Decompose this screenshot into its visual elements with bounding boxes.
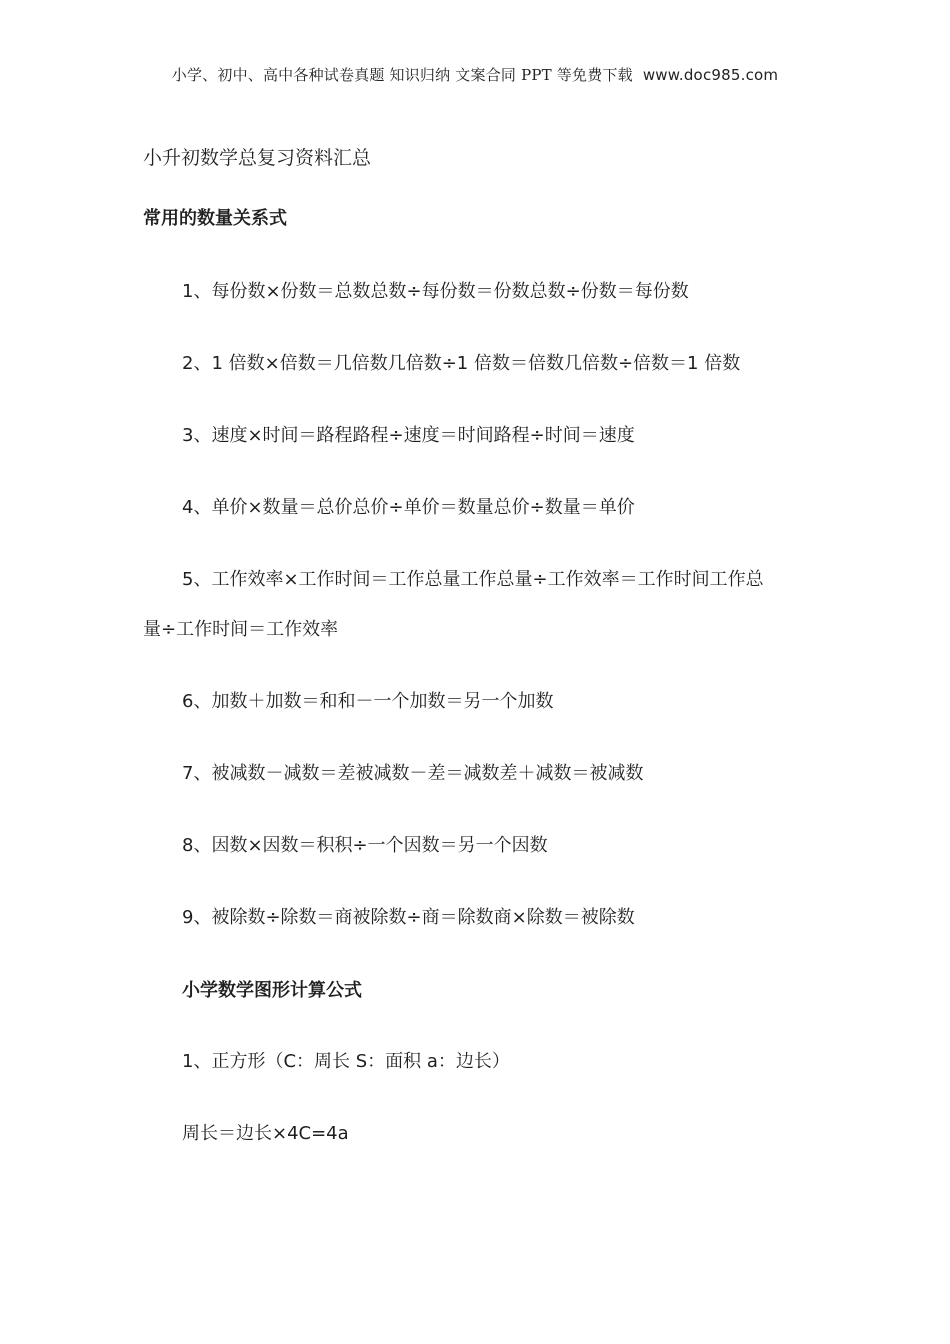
list-item: 1、正方形（C：周长 S：面积 a：边长）: [182, 1051, 510, 1072]
list-item: 1、每份数×份数＝总数总数÷每份数＝份数总数÷份数＝每份数: [182, 281, 689, 302]
section-heading-geometry: 小学数学图形计算公式: [182, 980, 362, 1001]
list-item: 周长＝边长×4C=4a: [182, 1123, 349, 1144]
list-item: 3、速度×时间＝路程路程÷速度＝时间路程÷时间＝速度: [182, 425, 635, 446]
list-item: 8、因数×因数＝积积÷一个因数＝另一个因数: [182, 835, 548, 856]
list-item: 9、被除数÷除数＝商被除数÷商＝除数商×除数＝被除数: [182, 907, 635, 928]
header-url[interactable]: www.doc985.com: [642, 66, 779, 84]
list-item: 4、单价×数量＝总价总价÷单价＝数量总价÷数量＝单价: [182, 497, 635, 518]
document-title: 小升初数学总复习资料汇总: [143, 147, 372, 169]
page-header: [0, 64, 950, 85]
list-item: 7、被减数－减数＝差被减数－差＝减数差＋减数＝被减数: [182, 763, 644, 784]
list-item-continuation: 量÷工作时间＝工作效率: [143, 619, 339, 640]
list-item: 6、加数＋加数＝和和－一个加数＝另一个加数: [182, 691, 554, 712]
header-text: 小学、初中、高中各种试卷真题 知识归纳 文案合同 PPT 等免费下载: [171, 66, 633, 84]
section-heading-relations: 常用的数量关系式: [143, 208, 287, 229]
list-item: 2、1 倍数×倍数＝几倍数几倍数÷1 倍数＝倍数几倍数÷倍数＝1 倍数: [182, 353, 741, 374]
list-item: 5、工作效率×工作时间＝工作总量工作总量÷工作效率＝工作时间工作总: [182, 569, 764, 590]
